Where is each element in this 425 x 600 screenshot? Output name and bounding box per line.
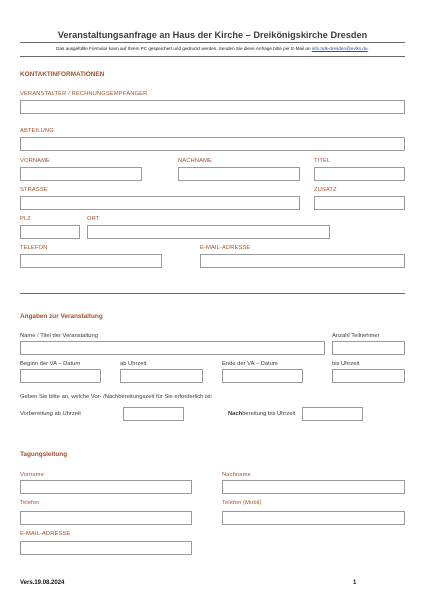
tl-telefon-label: Telefon [20, 500, 40, 506]
email-label: E-MAIL-ADRESSE [200, 245, 251, 251]
beginn-datum-field[interactable] [20, 369, 101, 383]
ende-datum-field[interactable] [222, 369, 303, 383]
page-number: 1 [353, 580, 357, 586]
strasse-field[interactable] [20, 196, 300, 210]
section-tagungsleitung-heading: Tagungsleitung [20, 451, 68, 458]
document-title: Veranstaltungsanfrage an Haus der Kirche – Dreikönigskirche Dresden [57, 30, 368, 40]
veranstalter-label: VERANSTALTER / RECHNUNGSEMPFÄNGER [20, 91, 148, 97]
nachbereitung-label-suffix: bereitung bis Uhrzeit [242, 411, 296, 417]
plz-label: PLZ [20, 216, 31, 222]
intro-email-link[interactable]: info.hdk-dresden@evlks.de [311, 46, 368, 51]
zusatz-label: ZUSATZ [314, 187, 337, 193]
anzahl-label: Anzahl Teilnehmer [332, 333, 380, 339]
tl-nachname-label: Nachname [222, 472, 251, 478]
name-titel-field[interactable] [20, 341, 325, 355]
ort-label: ORT [87, 216, 100, 222]
vor-nach-frage: Geben Sie bitte an, welche Vor- /Nachbereitungszeit für Sie erforderlich ist: [20, 394, 213, 400]
nachbereitung-label [228, 411, 295, 417]
version-label: Vers.19.08.2024 [20, 580, 65, 586]
abteilung-label: ABTEILUNG [20, 128, 54, 134]
vorbereitung-label: Vorbereitung ab Uhrzeit [20, 411, 81, 417]
ab-uhrzeit-field[interactable] [120, 369, 203, 383]
telefon-field[interactable] [20, 254, 162, 268]
titel-label: TITEL [314, 158, 331, 164]
section-veranstaltung-heading: Angaben zur Veranstaltung [20, 313, 103, 320]
vorname-label: VORNAME [20, 158, 51, 164]
beginn-label: Beginn der VA – Datum [20, 361, 81, 367]
titel-field[interactable] [314, 167, 405, 181]
nachname-field[interactable] [178, 167, 300, 181]
bis-uhrzeit-field[interactable] [332, 369, 405, 383]
veranstalter-field[interactable] [20, 100, 405, 114]
intro-text-end: . [367, 46, 369, 51]
zusatz-field[interactable] [314, 196, 405, 210]
tl-telefon-mobil-field[interactable] [222, 511, 405, 525]
anzahl-field[interactable] [332, 341, 405, 355]
email-field[interactable] [200, 254, 405, 268]
telefon-label: TELEFON [20, 245, 48, 251]
plz-field[interactable] [20, 225, 80, 239]
nachbereitung-field[interactable] [302, 407, 363, 421]
tl-vorname-label: Vorname [20, 472, 44, 478]
tl-email-label: E-MAIL-ADRESSE [20, 531, 71, 537]
vorbereitung-field[interactable] [123, 407, 184, 421]
strasse-label: STRASSE [20, 187, 48, 193]
tl-telefon-field[interactable] [20, 511, 192, 525]
bis-uhrzeit-label: bis Uhrzeit [332, 361, 360, 367]
title-divider [20, 42, 405, 43]
ende-label: Ende der VA – Datum [222, 361, 278, 367]
tl-email-field[interactable] [20, 541, 192, 555]
name-titel-label: Name / Titel der Veranstaltung [20, 333, 98, 339]
intro-text [0, 46, 425, 51]
tl-nachname-field[interactable] [222, 480, 405, 494]
ab-uhrzeit-label: ab Uhrzeit [120, 361, 147, 367]
tl-vorname-field[interactable] [20, 480, 192, 494]
nachname-label: NACHNAME [178, 158, 212, 164]
ort-field[interactable] [87, 225, 330, 239]
section-kontakt-heading: KONTAKTINFORMATIONEN [20, 71, 105, 78]
abteilung-field[interactable] [20, 137, 405, 151]
section-divider [20, 293, 405, 294]
vorname-field[interactable] [20, 167, 142, 181]
intro-divider [20, 56, 405, 57]
tl-telefon-mobil-label: Telefon (Mobil) [222, 500, 262, 506]
nachbereitung-label-prefix: Nach [228, 411, 243, 417]
intro-text-body: Das ausgefüllte Formular kann auf Ihrem PC gespeichert und gedruckt werden. Senden Sie diese Anfrage bitte per E-Mail an [56, 46, 312, 51]
